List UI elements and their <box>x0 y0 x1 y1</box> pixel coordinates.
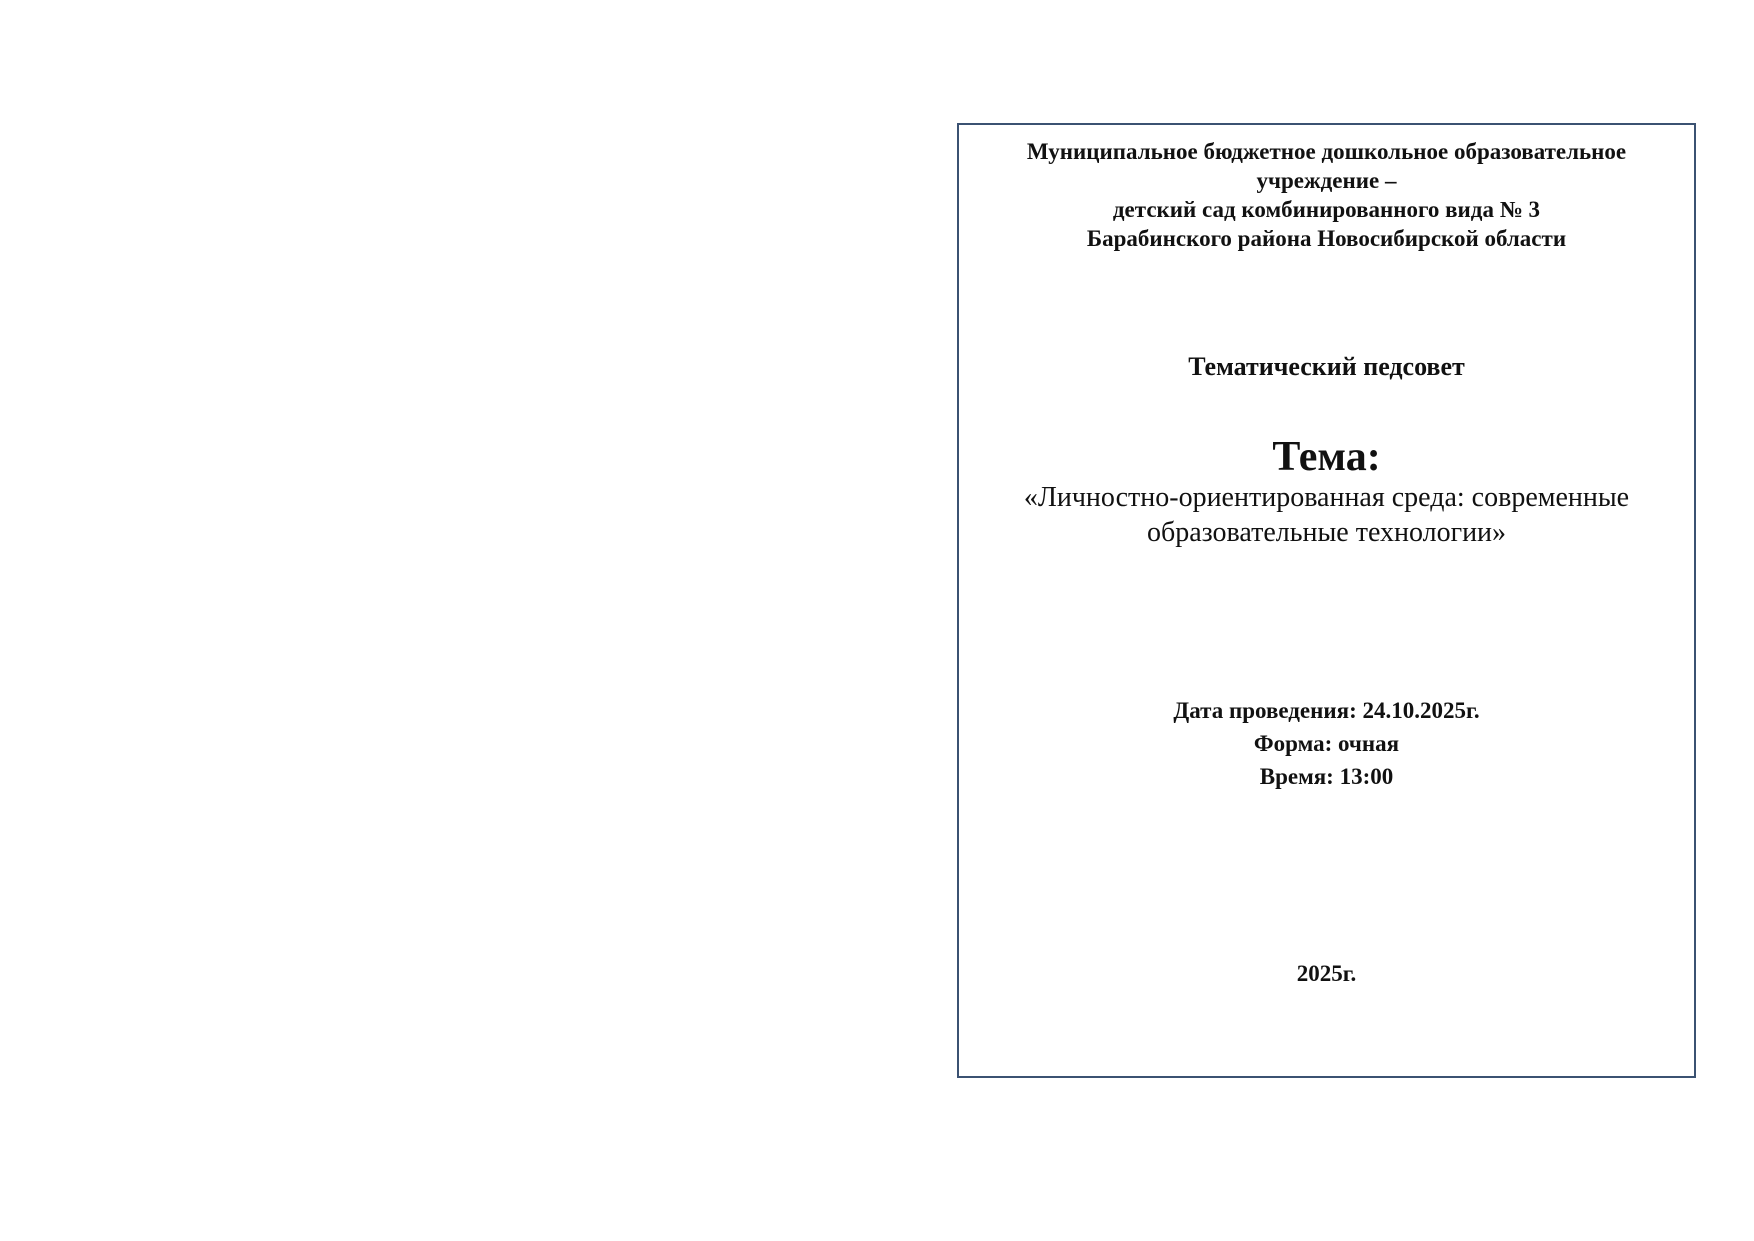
topic-title <box>959 480 1694 550</box>
event-type-heading: Тематический педсовет <box>1188 352 1465 381</box>
event-time: Время: 13:00 <box>1259 764 1394 789</box>
institution-header <box>959 137 1694 253</box>
cover-page-frame <box>957 123 1696 1078</box>
institution-line-3: детский сад комбинированного вида № 3 <box>1112 197 1541 222</box>
topic-label: Тема: <box>1272 434 1381 480</box>
topic-title-line-1: «Личностно-ориентированная среда: современные <box>1023 482 1630 513</box>
event-form: Форма: очная <box>1253 731 1400 756</box>
institution-line-1: Муниципальное бюджетное дошкольное образовательное <box>1026 139 1627 164</box>
topic-title-line-2: образовательные технологии» <box>1146 517 1507 548</box>
cover-year: 2025г. <box>1296 961 1357 986</box>
institution-line-2: учреждение – <box>1256 168 1397 193</box>
event-date: Дата проведения: 24.10.2025г. <box>1173 698 1480 723</box>
institution-line-4: Барабинского района Новосибирской области <box>1086 226 1567 251</box>
event-details <box>959 694 1694 793</box>
